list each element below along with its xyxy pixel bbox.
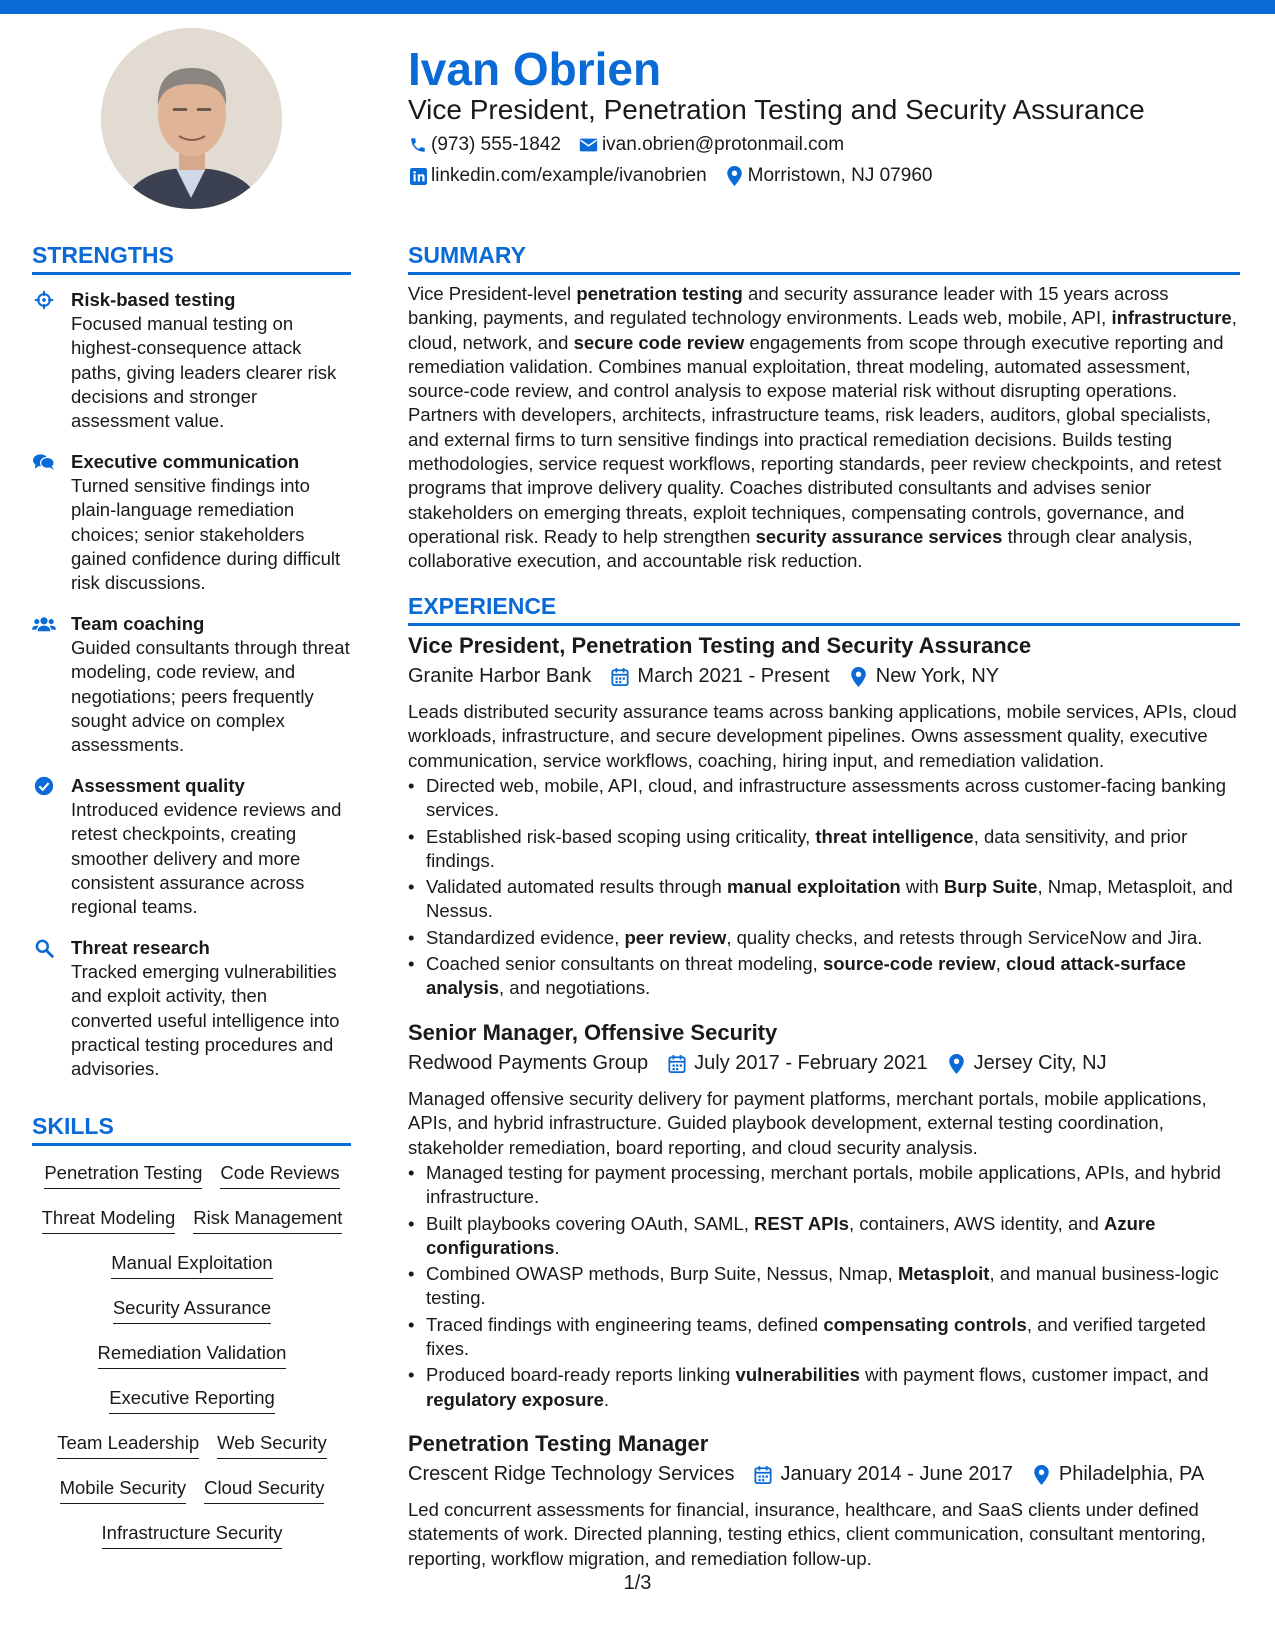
job-bullet: • Traced findings with engineering teams, defined compensating controls, and verified targeted fixes. — [408, 1313, 1242, 1362]
skill-tag: Threat Modeling — [42, 1207, 176, 1234]
job-meta — [408, 1463, 1204, 1486]
job-bullets — [408, 774, 1242, 1003]
summary-text: Vice President-level penetration testing and security assurance leader with 15 years across banking, payments, and regulated technology environments. Leads web, mobile, API, infrastructure, cloud, network, and secure code review engagements from scope through executive reporting and remediation validation. Combines manual exploitation, threat modeling, automated assessment, source-code review, and control analysis to expose material risk without disrupting operations. Partners with developers, architects, infrastructure teams, risk leaders, auditors, global specialists, and external firms to turn sensitive findings into practical remediation decisions. Builds testing methodologies, service request workflows, reporting standards, peer review checkpoints, and retest programs that improve delivery quality. Coaches distributed consultants and advises senior stakeholders on emerging threats, exploit techniques, compensating controls, governance, and operational risk. Ready to help strengthen security assurance services through clear analysis, collaborative execution, and accountable risk reduction. — [408, 283, 1237, 572]
skill-tag: Risk Management — [193, 1207, 342, 1234]
strength-title: Assessment quality — [71, 775, 245, 796]
summary-heading: SUMMARY — [408, 242, 526, 268]
skill-row — [32, 1522, 352, 1549]
strength-title: Team coaching — [71, 613, 205, 634]
chat-bubbles-icon — [32, 451, 56, 473]
skill-tag: Penetration Testing — [44, 1162, 202, 1189]
envelope-icon — [579, 135, 599, 155]
strength-item — [32, 450, 352, 595]
job-bullet: • Established risk-based scoping using criticality, threat intelligence, data sensitivity, and prior findings. — [408, 825, 1242, 874]
skill-tag: Remediation Validation — [98, 1342, 287, 1369]
strength-item — [32, 774, 352, 919]
skill-row — [32, 1387, 352, 1414]
strength-item — [32, 936, 352, 1081]
strength-desc: Tracked emerging vulnerabilities and exploit activity, then converted useful intelligence into practical testing procedures and advisories. — [71, 961, 340, 1080]
strength-title: Threat research — [71, 937, 210, 958]
map-pin-icon — [946, 1053, 968, 1075]
job-location: New York, NY — [875, 665, 1000, 687]
job-company: Redwood Payments Group — [408, 1052, 649, 1074]
top-accent-bar — [0, 0, 1275, 14]
job-bullet: • Validated automated results through manual exploitation with Burp Suite, Nmap, Metasploit, and Nessus. — [408, 875, 1242, 924]
phone-icon — [408, 135, 428, 155]
candidate-name: Ivan Obrien — [408, 43, 662, 95]
skill-tag: Web Security — [217, 1432, 327, 1459]
skill-tag: Mobile Security — [60, 1477, 186, 1504]
strength-item — [32, 612, 352, 757]
profile-photo — [101, 28, 282, 209]
job-company: Crescent Ridge Technology Services — [408, 1463, 735, 1485]
job-location: Jersey City, NJ — [973, 1052, 1107, 1074]
linkedin-icon — [408, 166, 428, 186]
experience-heading: EXPERIENCE — [408, 593, 557, 619]
skills-heading: SKILLS — [32, 1113, 114, 1139]
skill-tag: Security Assurance — [113, 1297, 271, 1324]
skill-row — [32, 1207, 352, 1234]
users-icon — [32, 613, 56, 635]
contact-row-2 — [408, 165, 932, 187]
calendar-icon — [666, 1053, 688, 1075]
job-bullet: • Standardized evidence, peer review, quality checks, and retests through ServiceNow and Jira. — [408, 926, 1242, 950]
experience-rule — [408, 623, 1240, 626]
strength-desc: Introduced evidence reviews and retest checkpoints, creating smoother delivery and more consistent assurance across regional teams. — [71, 799, 342, 918]
magnifier-icon — [32, 937, 56, 959]
job-location: Philadelphia, PA — [1058, 1463, 1205, 1485]
crosshair-icon — [32, 289, 56, 311]
strength-desc: Focused manual testing on highest-consequence attack paths, giving leaders clearer risk decisions and stronger assessment value. — [71, 313, 337, 432]
skill-tag: Infrastructure Security — [102, 1522, 283, 1549]
job-role: Vice President, Penetration Testing and Security Assurance — [408, 633, 1032, 658]
calendar-icon — [752, 1464, 774, 1486]
job-description: Leads distributed security assurance teams across banking applications, mobile services, APIs, cloud workloads, infrastructure, and secure development pipelines. Owns assessment quality, executive communication, service workflows, coaching, hiring input, and remediation validation. — [408, 701, 1237, 771]
skill-tag: Team Leadership — [57, 1432, 199, 1459]
map-pin-icon — [848, 666, 870, 688]
skill-row — [32, 1432, 352, 1459]
skill-tag: Code Reviews — [220, 1162, 339, 1189]
strength-desc: Turned sensitive findings into plain-language remediation choices; senior stakeholders gained confidence during difficult risk discussions. — [71, 475, 341, 594]
calendar-icon — [609, 666, 631, 688]
strength-title: Risk-based testing — [71, 289, 236, 310]
skill-tag: Cloud Security — [204, 1477, 324, 1504]
skill-row — [32, 1297, 352, 1324]
job-dates: July 2017 - February 2021 — [694, 1052, 928, 1074]
map-pin-icon — [1031, 1464, 1053, 1486]
strength-item — [32, 288, 352, 433]
job-bullet: • Combined OWASP methods, Burp Suite, Nessus, Nmap, Metasploit, and manual business-logic testing. — [408, 1262, 1242, 1311]
skills-rule — [32, 1143, 351, 1146]
location: Morristown, NJ 07960 — [747, 165, 933, 186]
job-description: Managed offensive security delivery for payment platforms, merchant portals, mobile applications, APIs, and hybrid infrastructure. Guided playbook development, external testing coordination, stakeholder remediation, board reporting, and cloud security analysis. — [408, 1088, 1207, 1158]
strength-title: Executive communication — [71, 451, 300, 472]
job-bullet: • Managed testing for payment processing, merchant portals, mobile applications, APIs, and hybrid infrastructure. — [408, 1161, 1242, 1210]
job-role: Penetration Testing Manager — [408, 1431, 709, 1456]
job-bullet: • Coached senior consultants on threat modeling, source-code review, cloud attack-surface analysis, and negotiations. — [408, 952, 1242, 1001]
skill-row — [32, 1342, 352, 1369]
check-circle-icon — [32, 775, 56, 797]
job-meta — [408, 1052, 1107, 1075]
skill-row — [32, 1252, 352, 1279]
job-bullet: • Built playbooks covering OAuth, SAML, REST APIs, containers, AWS identity, and Azure configurations. — [408, 1212, 1242, 1261]
job-bullet: • Produced board-ready reports linking vulnerabilities with payment flows, customer impact, and regulatory exposure. — [408, 1363, 1242, 1412]
linkedin-url[interactable]: linkedin.com/example/ivanobrien — [431, 165, 707, 186]
contact-row-1 — [408, 134, 844, 156]
job-dates: March 2021 - Present — [637, 665, 830, 687]
strengths-rule — [32, 272, 351, 275]
summary-rule — [408, 272, 1240, 275]
skill-tag: Manual Exploitation — [111, 1252, 272, 1279]
job-bullet: • Directed web, mobile, API, cloud, and infrastructure assessments across customer-facing banking services. — [408, 774, 1242, 823]
skill-row — [32, 1477, 352, 1504]
job-description: Led concurrent assessments for financial, insurance, healthcare, and SaaS clients under defined statements of work. Directed planning, testing ethics, client communication, consultant mentoring, reporting, workflow migration, and remediation follow-up. — [408, 1499, 1206, 1569]
phone-number[interactable]: (973) 555-1842 — [431, 134, 561, 155]
job-bullets — [408, 1161, 1242, 1414]
candidate-title: Vice President, Penetration Testing and Security Assurance — [408, 94, 1145, 125]
job-dates: January 2014 - June 2017 — [780, 1463, 1013, 1485]
strength-desc: Guided consultants through threat modeling, code review, and negotiations; peers frequently sought advice on complex assessments. — [71, 637, 350, 756]
map-pin-icon — [725, 166, 745, 186]
job-meta — [408, 665, 999, 688]
job-role: Senior Manager, Offensive Security — [408, 1020, 778, 1045]
job-company: Granite Harbor Bank — [408, 665, 592, 687]
strengths-heading: STRENGTHS — [32, 242, 174, 268]
page-number: 1/3 — [623, 1572, 652, 1594]
email-address[interactable]: ivan.obrien@protonmail.com — [601, 134, 845, 155]
skill-tag: Executive Reporting — [109, 1387, 275, 1414]
skill-row — [32, 1162, 352, 1189]
